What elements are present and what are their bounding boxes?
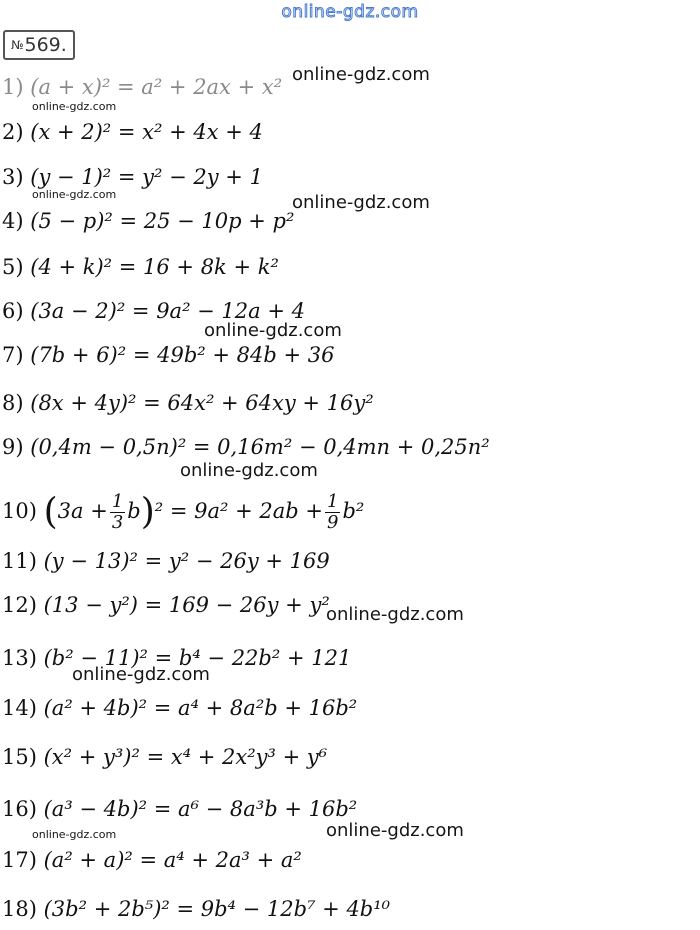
problem-10	[2, 492, 364, 533]
watermark: online-gdz.com	[326, 604, 464, 625]
problem-14	[2, 695, 357, 721]
problem-equation: (x + 2)² = x² + 4x + 4	[30, 120, 263, 144]
problem-equation: (0,4m − 0,5n)² = 0,16m² − 0,4mn + 0,25n²	[30, 435, 490, 459]
problem-number: 17)	[2, 848, 37, 872]
watermark: online-gdz.com	[292, 64, 430, 85]
task-number: 569.	[24, 34, 67, 56]
problem-3	[2, 164, 263, 190]
problem-16	[2, 796, 357, 822]
problem-number: 1)	[2, 75, 24, 99]
problem-number: 12)	[2, 593, 37, 617]
problem-number: 18)	[2, 897, 37, 921]
left-paren: (	[43, 491, 58, 533]
problem-2	[2, 119, 263, 145]
problem-number: 5)	[2, 255, 24, 279]
fraction-numerator: 1	[111, 491, 124, 512]
problem-equation: (4 + k)² = 16 + 8k + k²	[30, 255, 279, 279]
site-header-watermark: online-gdz.com	[281, 2, 419, 22]
problem-equation: (a³ − 4b)² = a⁶ − 8a³b + 16b²	[43, 797, 358, 821]
fraction-numerator: 1	[326, 491, 339, 512]
watermark: online-gdz.com	[180, 460, 318, 481]
fraction-one-third	[110, 492, 125, 533]
problem-1	[2, 74, 282, 100]
problem-equation: (x² + y³)² = x⁴ + 2x²y³ + y⁶	[43, 745, 328, 769]
watermark: online-gdz.com	[32, 188, 117, 201]
problem-11	[2, 548, 330, 574]
watermark: online-gdz.com	[326, 820, 464, 841]
problem-equation: (a² + a)² = a⁴ + 2a³ + a²	[43, 848, 302, 872]
problem-number: 7)	[2, 343, 24, 367]
problem-15	[2, 744, 327, 770]
problem-17	[2, 847, 302, 873]
problem-12	[2, 592, 330, 618]
problem-equation-part: ² = 9a² + 2ab +	[154, 499, 323, 523]
problem-number: 16)	[2, 797, 37, 821]
problem-list	[2, 0, 692, 930]
problem-5	[2, 254, 279, 280]
watermark: online-gdz.com	[32, 100, 117, 113]
problem-equation: (y − 13)² = y² − 26y + 169	[43, 549, 330, 573]
problem-equation: (8x + 4y)² = 64x² + 64xy + 16y²	[30, 391, 374, 415]
problem-number: 15)	[2, 745, 37, 769]
problem-number: 8)	[2, 391, 24, 415]
watermark: online-gdz.com	[204, 320, 342, 341]
problem-number: 3)	[2, 165, 24, 189]
problem-8	[2, 390, 374, 416]
problem-equation-part: 3a +	[57, 499, 108, 523]
problem-equation: (a + x)² = a² + 2ax + x²	[30, 75, 283, 99]
problem-number: 14)	[2, 696, 37, 720]
problem-number: 2)	[2, 120, 24, 144]
problem-equation: (y − 1)² = y² − 2y + 1	[30, 165, 263, 189]
problem-equation: (b² − 11)² = b⁴ − 22b² + 121	[43, 646, 352, 670]
problem-equation: (3b² + 2b⁵)² = 9b⁴ − 12b⁷ + 4b¹⁰	[43, 897, 391, 921]
problem-9	[2, 434, 490, 460]
watermark: online-gdz.com	[292, 192, 430, 213]
watermark: online-gdz.com	[72, 664, 210, 685]
problem-number: 10)	[2, 499, 37, 523]
fraction-denominator: 3	[111, 512, 124, 533]
problem-number: 4)	[2, 209, 24, 233]
problem-equation-part: b²	[342, 499, 365, 523]
problem-equation: (3a − 2)² = 9a² − 12a + 4	[30, 299, 305, 323]
problem-number: 9)	[2, 435, 24, 459]
problem-number: 6)	[2, 299, 24, 323]
fraction-denominator: 9	[326, 512, 339, 533]
problem-equation: (5 − p)² = 25 − 10p + p²	[30, 209, 295, 233]
watermark: online-gdz.com	[32, 828, 117, 841]
problem-equation: (13 − y²) = 169 − 26y + y²	[43, 593, 330, 617]
right-paren: )	[140, 491, 155, 533]
number-sign: №	[11, 38, 24, 52]
problem-number: 13)	[2, 646, 37, 670]
problem-equation-part: b	[127, 499, 141, 523]
problem-18	[2, 896, 390, 922]
problem-equation: (7b + 6)² = 49b² + 84b + 36	[30, 343, 335, 367]
fraction-one-ninth	[325, 492, 340, 533]
problem-number: 11)	[2, 549, 37, 573]
problem-4	[2, 208, 294, 234]
problem-equation: (a² + 4b)² = a⁴ + 8a²b + 16b²	[43, 696, 358, 720]
problem-7	[2, 342, 334, 368]
